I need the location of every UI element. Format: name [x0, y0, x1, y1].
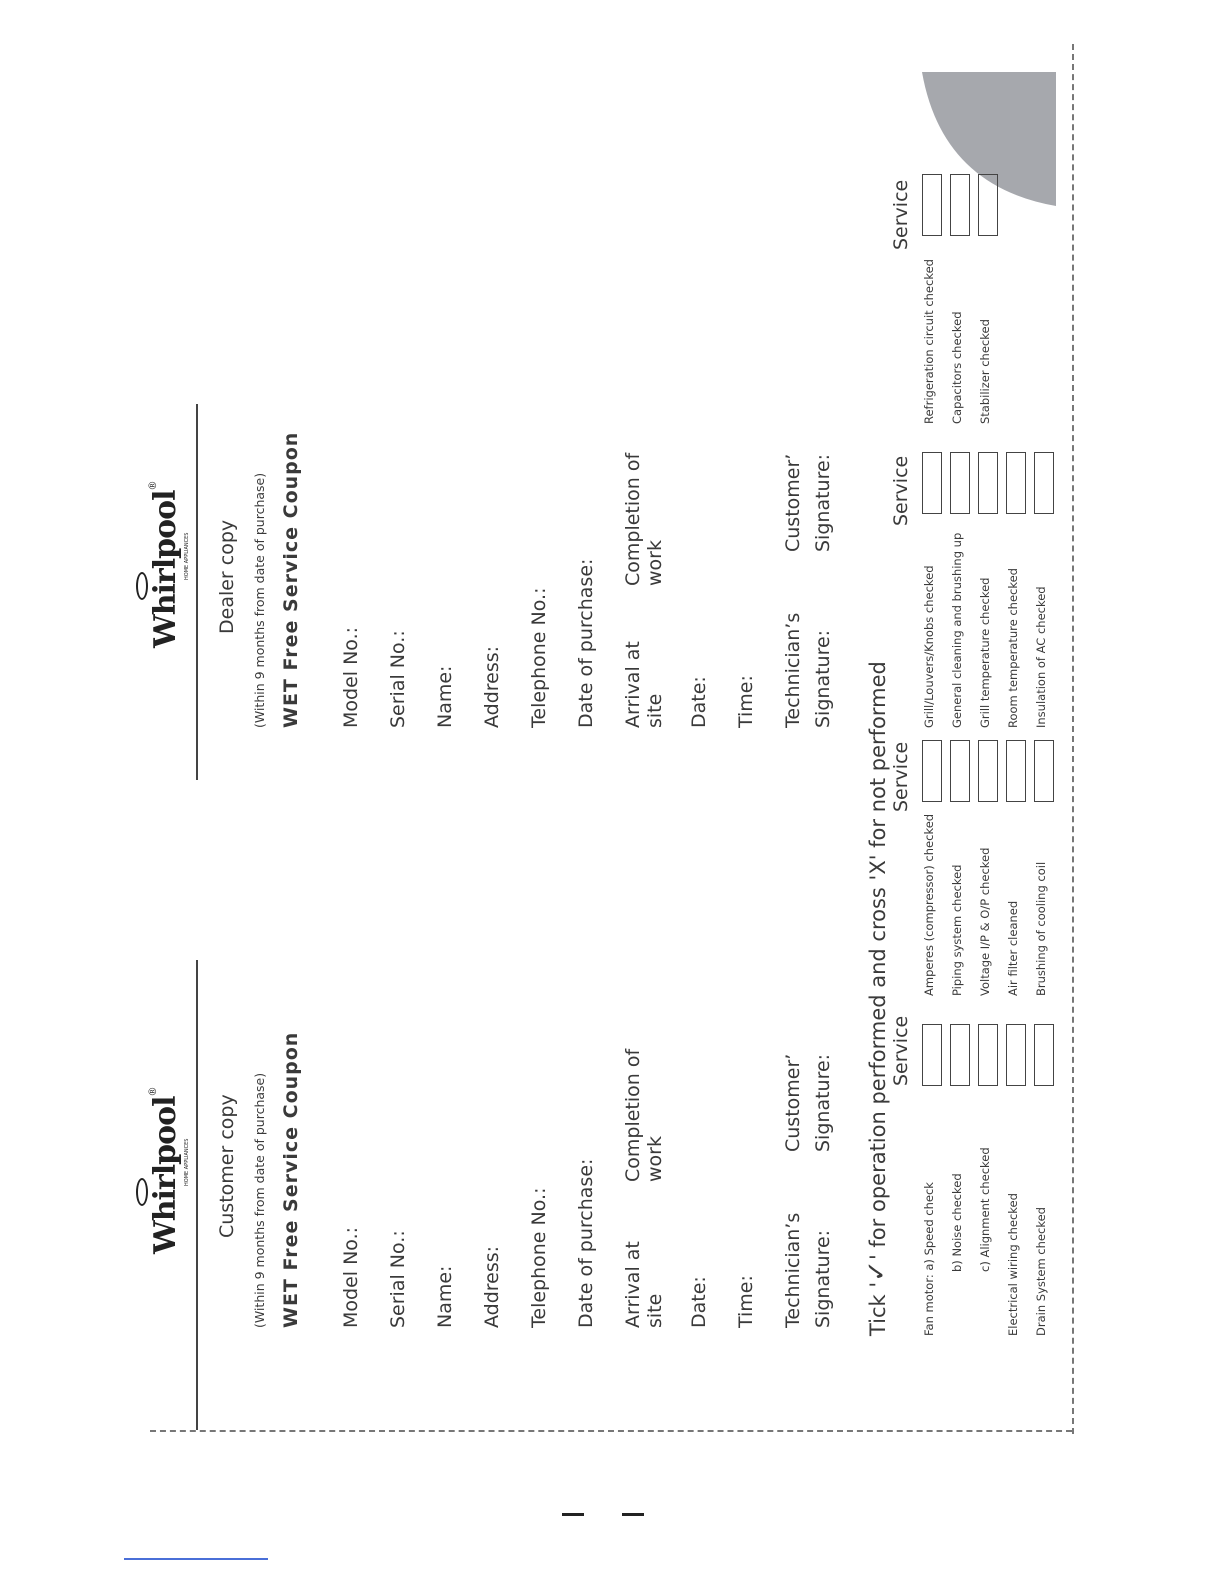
check-capacitors: Capacitors checked: [950, 311, 964, 424]
dealer-cust-line1: Customer’: [782, 453, 804, 552]
customer-name-label: Name:: [434, 1265, 456, 1328]
dealer-arrival-label: [622, 641, 666, 728]
service-header-col4: Service: [890, 179, 912, 250]
customer-address-label: Address:: [481, 1245, 503, 1328]
dealer-completion-line1: Completion of: [622, 452, 644, 586]
dealer-tech-line1: Technician’s: [782, 612, 804, 728]
heading-pre: Tick ': [866, 1281, 890, 1336]
check-fan-noise: b) Noise checked: [950, 1173, 964, 1272]
checkbox-col3-row4[interactable]: [1006, 452, 1026, 514]
check-grill-temperature: Grill temperature checked: [978, 577, 992, 728]
dealer-arrival-line2: site: [644, 693, 666, 728]
customer-coupon-title: WET Free Service Coupon: [280, 1031, 302, 1328]
checkbox-col3-row2[interactable]: [950, 452, 970, 514]
footer-dash-1: [562, 1513, 584, 1516]
dealer-date-of-purchase-label: Date of purchase:: [575, 558, 597, 728]
dealer-rule: [196, 404, 198, 780]
customer-date-label: Date:: [688, 1276, 710, 1328]
checkbox-col4-row3[interactable]: [978, 174, 998, 236]
logo-swirl-icon: [136, 572, 148, 600]
checkbox-col1-row5[interactable]: [1034, 1024, 1054, 1086]
checkbox-col2-row5[interactable]: [1034, 740, 1054, 802]
dealer-name-label: Name:: [434, 665, 456, 728]
checkbox-col2-row2[interactable]: [950, 740, 970, 802]
customer-rule: [196, 960, 198, 1430]
customer-within-note: (Within 9 months from date of purchase): [252, 1072, 267, 1328]
checkbox-col2-row1[interactable]: [922, 740, 942, 802]
customer-tech-line1: Technician’s: [782, 1212, 804, 1328]
check-refrigeration-circuit: Refrigeration circuit checked: [922, 259, 936, 424]
checkbox-col3-row1[interactable]: [922, 452, 942, 514]
check-room-temperature: Room temperature checked: [1006, 568, 1020, 728]
checkbox-col1-row1[interactable]: [922, 1024, 942, 1086]
customer-cust-line1: Customer’: [782, 1053, 804, 1152]
checkbox-col4-row1[interactable]: [922, 174, 942, 236]
cut-line-bottom: [1072, 44, 1074, 1434]
dealer-copy-title: Dealer copy: [216, 519, 238, 634]
customer-customer-signature-label: [782, 1054, 834, 1152]
footer-link-line: [124, 1558, 268, 1560]
customer-telephone-label: Telephone No.:: [528, 1187, 550, 1328]
dealer-date-label: Date:: [688, 676, 710, 728]
customer-completion-label: [622, 1049, 666, 1182]
dealer-arrival-line1: Arrival at: [622, 641, 644, 728]
check-general-cleaning: General cleaning and brushing up: [950, 532, 964, 728]
checkbox-col4-row2[interactable]: [950, 174, 970, 236]
customer-arrival-line1: Arrival at: [622, 1241, 644, 1328]
check-voltage: Voltage I/P & O/P checked: [978, 847, 992, 996]
customer-cust-line2: Signature:: [812, 1053, 834, 1152]
dealer-address-label: Address:: [481, 645, 503, 728]
logo-text: Whirlpool: [148, 1096, 183, 1254]
footer-dash-2: [622, 1513, 644, 1516]
dealer-within-note: (Within 9 months from date of purchase): [252, 472, 267, 728]
checkbox-col1-row4[interactable]: [1006, 1024, 1026, 1086]
logo-swirl-icon: [136, 1178, 148, 1206]
customer-serial-label: Serial No.:: [387, 1230, 409, 1328]
check-amperes: Amperes (compressor) checked: [922, 813, 936, 996]
cut-line-left: [150, 1430, 1072, 1432]
dealer-time-label: Time:: [735, 675, 757, 728]
check-electrical-wiring: Electrical wiring checked: [1006, 1193, 1020, 1336]
check-stabilizer: Stabilizer checked: [978, 319, 992, 424]
whirlpool-logo: Whirlpool® HOME APPLIANCES: [148, 482, 183, 649]
checkbox-col3-row5[interactable]: [1034, 452, 1054, 514]
dealer-model-label: Model No.:: [340, 626, 362, 728]
dealer-telephone-label: Telephone No.:: [528, 587, 550, 728]
checkbox-col2-row4[interactable]: [1006, 740, 1026, 802]
dealer-cust-line2: Signature:: [812, 453, 834, 552]
dealer-technician-signature-label: [782, 613, 834, 728]
service-header-col1: Service: [890, 1015, 912, 1086]
customer-arrival-label: [622, 1241, 666, 1328]
logo-sub: HOME APPLIANCES: [184, 1138, 190, 1186]
dealer-coupon-title: WET Free Service Coupon: [280, 431, 302, 728]
customer-technician-signature-label: [782, 1213, 834, 1328]
dealer-customer-signature-label: [782, 454, 834, 552]
customer-completion-line2: work: [644, 1136, 666, 1182]
customer-model-label: Model No.:: [340, 1226, 362, 1328]
dealer-tech-line2: Signature:: [812, 629, 834, 728]
customer-arrival-line2: site: [644, 1293, 666, 1328]
dealer-serial-label: Serial No.:: [387, 630, 409, 728]
service-header-col3: Service: [890, 455, 912, 526]
check-grill-louvers: Grill/Louvers/Knobs checked: [922, 565, 936, 728]
heading-post: ' for operation performed and cross 'X' for not performed: [866, 661, 890, 1261]
customer-completion-line1: Completion of: [622, 1048, 644, 1182]
customer-time-label: Time:: [735, 1275, 757, 1328]
service-header-col2: Service: [890, 741, 912, 812]
check-piping-system: Piping system checked: [950, 864, 964, 996]
checklist-heading: [862, 661, 892, 1336]
checkbox-col3-row3[interactable]: [978, 452, 998, 514]
customer-copy-title: Customer copy: [216, 1094, 238, 1238]
tick-mark-icon: ✓: [862, 1260, 892, 1282]
whirlpool-logo: Whirlpool® HOME APPLIANCES: [148, 1088, 183, 1255]
check-cooling-coil: Brushing of cooling coil: [1034, 861, 1048, 996]
dealer-completion-label: [622, 453, 666, 586]
dealer-completion-line2: work: [644, 540, 666, 586]
check-fan-speed: Fan motor: a) Speed check: [922, 1182, 936, 1336]
checkbox-col1-row3[interactable]: [978, 1024, 998, 1086]
checkbox-col2-row3[interactable]: [978, 740, 998, 802]
logo-sub: HOME APPLIANCES: [184, 532, 190, 580]
checkbox-col1-row2[interactable]: [950, 1024, 970, 1086]
check-air-filter: Air filter cleaned: [1006, 900, 1020, 996]
check-insulation: Insulation of AC checked: [1034, 586, 1048, 728]
check-drain-system: Drain System checked: [1034, 1207, 1048, 1336]
customer-date-of-purchase-label: Date of purchase:: [575, 1158, 597, 1328]
logo-text: Whirlpool: [148, 490, 183, 648]
check-fan-alignment: c) Alignment checked: [978, 1147, 992, 1272]
customer-tech-line2: Signature:: [812, 1229, 834, 1328]
